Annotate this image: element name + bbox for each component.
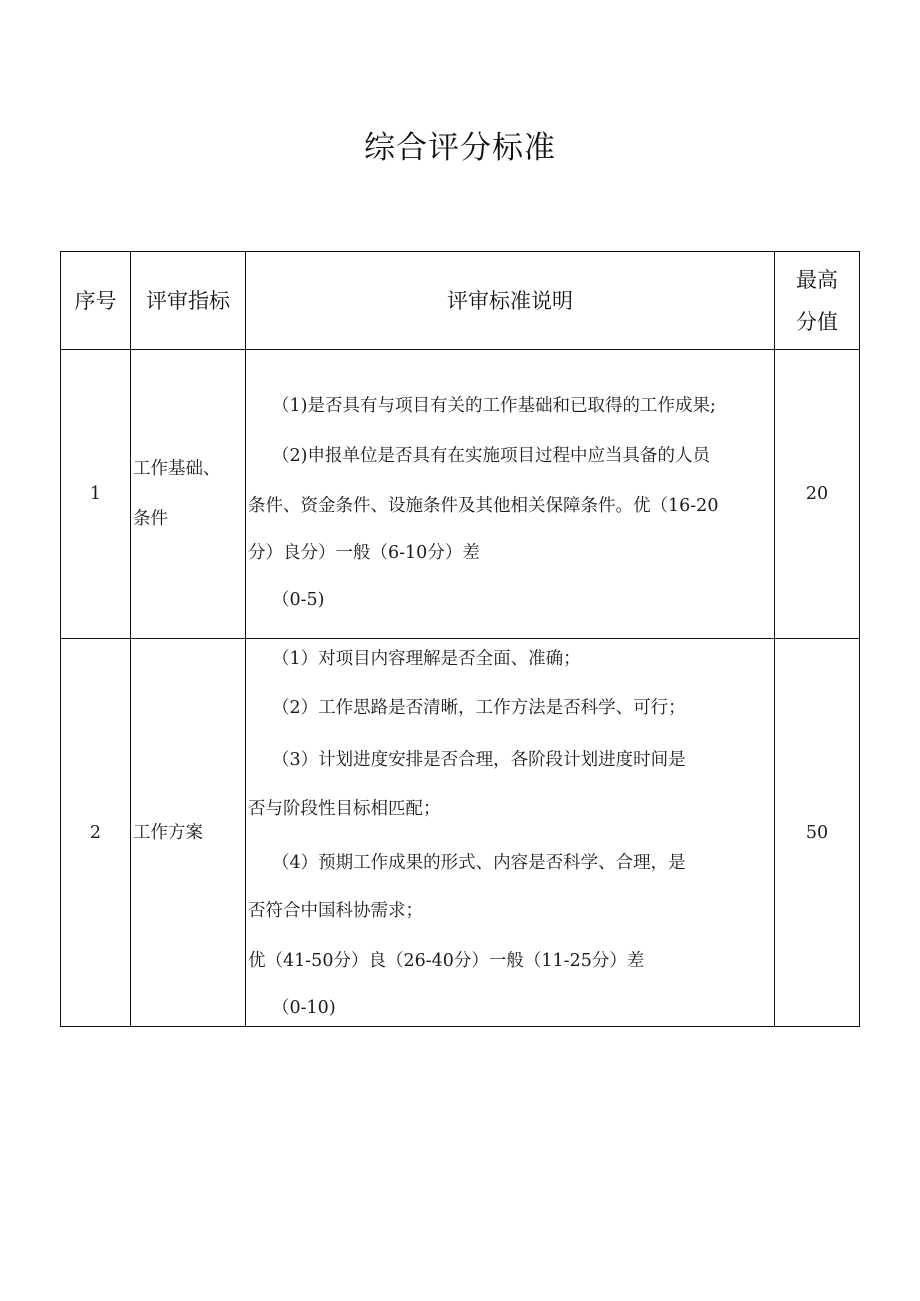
- row1-desc-line: 分）良分）一般（6-10分）差: [248, 543, 480, 563]
- row1-desc-line: （2)申报单位是否具有在实施项目过程中应当具备的人员: [272, 446, 710, 466]
- row1-max-score: 20: [805, 484, 829, 504]
- row1-indicator-line2: 条件: [133, 509, 168, 529]
- row2-desc-line: （2）工作思路是否清晰，工作方法是否科学、可行；: [272, 698, 686, 718]
- page-title: 综合评分标准: [364, 130, 556, 166]
- row2-max-score: 50: [805, 822, 829, 843]
- row2-desc-line: （1）对项目内容理解是否全面、准确；: [272, 649, 581, 669]
- header-description: 评审标准说明: [447, 288, 573, 313]
- header-seq: 序号: [74, 288, 117, 313]
- row1-indicator: [131, 350, 245, 638]
- row1-description: [248, 350, 774, 638]
- row2-desc-line: 否与阶段性目标相匹配；: [248, 799, 441, 819]
- row2-seq: 2: [89, 822, 102, 843]
- row2-indicator: 工作方案: [133, 822, 203, 843]
- column-divider: [245, 252, 246, 1026]
- header-max-score-line2: 分值: [796, 309, 838, 334]
- row1-desc-line: （0-5): [272, 590, 325, 610]
- row1-desc-line: （1)是否具有与项目有关的工作基础和已取得的工作成果;: [272, 396, 716, 416]
- row2-description: [248, 639, 774, 1026]
- row1-desc-line: 条件、资金条件、设施条件及其他相关保障条件。优（16-20: [248, 496, 719, 516]
- row2-desc-line: 优（41-50分）良（26-40分）一般（11-25分）差: [248, 951, 645, 971]
- row1-seq: 1: [89, 484, 102, 504]
- header-max-score: [775, 252, 859, 349]
- header-indicator: 评审指标: [146, 288, 230, 313]
- header-max-score-line1: 最高: [796, 267, 838, 292]
- row2-desc-line: 否符合中国科协需求；: [248, 901, 423, 921]
- row2-desc-line: （4）预期工作成果的形式、内容是否科学、合理，是: [272, 853, 686, 873]
- scoring-table: [60, 251, 860, 1027]
- row1-indicator-line1: 工作基础、: [133, 459, 221, 479]
- row2-desc-line: （3）计划进度安排是否合理，各阶段计划进度时间是: [272, 750, 686, 770]
- row2-desc-line: （0-10): [272, 998, 336, 1018]
